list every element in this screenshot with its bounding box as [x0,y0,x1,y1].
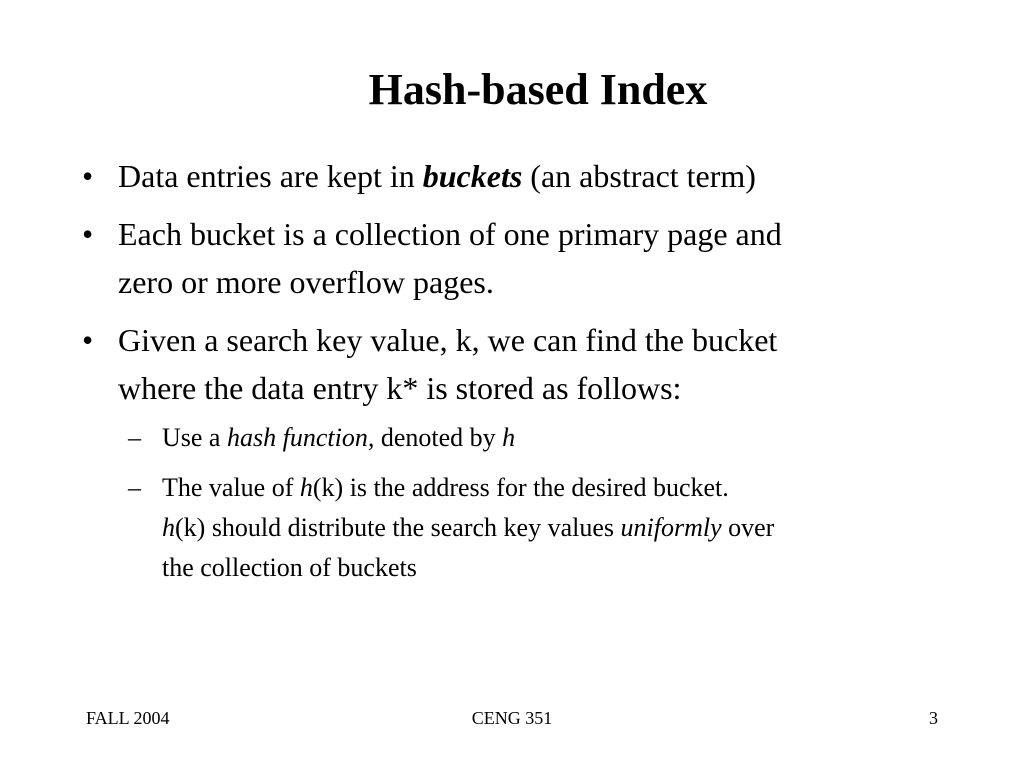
subbullet-line2-emphasis: uniformly [620,513,722,542]
subbullet-text-variable: h [502,423,516,452]
subbullet-line1-post: (k) is the address for the desired bucket. [312,473,729,502]
bullet-item-2 [82,210,962,306]
bullet-text-line-2: zero or more overflow pages. [118,264,494,300]
dash-icon: – [128,423,141,452]
subbullet-line1-pre: The value of [162,473,300,502]
dash-icon: – [128,473,141,502]
subbullet-text-emphasis: hash function, [226,423,375,452]
subbullet-text-line-3: the collection of buckets [162,553,417,582]
bullet-text-emphasis: buckets [422,158,523,194]
bullet-item-1 [82,152,962,200]
slide-title: Hash-based Index [368,65,708,114]
subbullet-line2-variable: h [162,513,175,542]
subbullet-text-line-2 [162,508,988,548]
subbullet-text-mid: denoted by [374,423,503,452]
subbullet-line1-variable: h [299,473,313,502]
subbullet-item-1 [128,418,988,458]
subbullet-line2-pre: (k) should distribute the search key values [175,513,621,542]
bullet-dot-icon: • [82,158,94,194]
bullet-text-line-2: where the data entry k* is stored as follows: [118,370,682,406]
bullet-item-3 [82,316,962,412]
subbullet-text-line-1 [162,468,988,508]
bullet-text-post: (an abstract term) [522,158,756,194]
footer-term: FALL 2004 [86,708,170,728]
footer-course: CENG 351 [471,708,553,728]
footer-page-number: 3 [929,708,938,728]
subbullet-text-pre: Use a [162,423,227,452]
bullet-text-pre: Data entries are kept in [118,158,423,194]
bullet-text-line-1: Each bucket is a collection of one primary page and [118,216,782,252]
bullet-dot-icon: • [82,216,94,252]
subbullet-line2-post: over [721,513,775,542]
subbullet-item-2 [128,468,988,588]
bullet-text [118,152,962,200]
bullet-text-line-1: Given a search key value, k, we can find the bucket [118,322,778,358]
bullet-dot-icon: • [82,322,94,358]
subbullet-text [162,418,988,458]
